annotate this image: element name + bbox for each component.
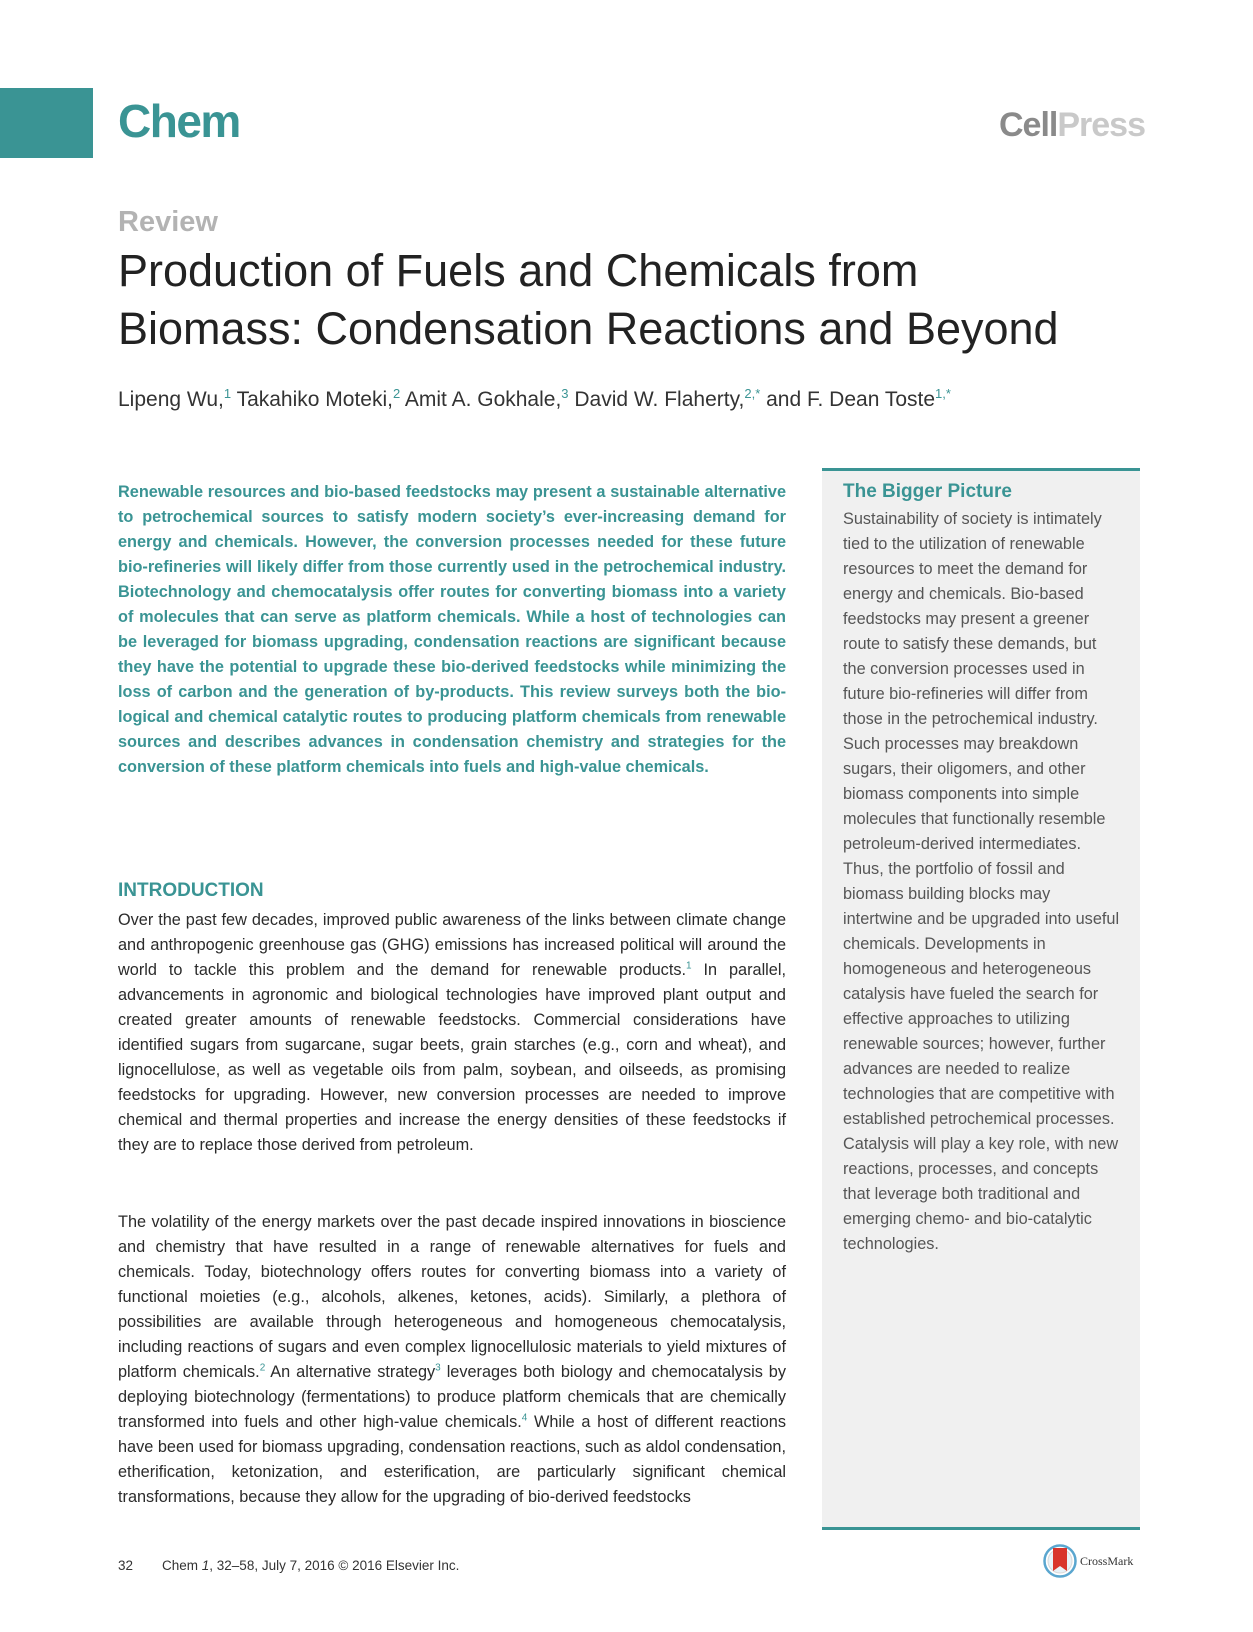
body-paragraph bbox=[118, 1210, 786, 1510]
page-number: 32 bbox=[118, 1558, 134, 1573]
bigger-picture-sidebar bbox=[822, 468, 1140, 1530]
paragraph-text: In parallel, advancements in agronomic and biological technologies have improved plant output and created greater amounts of renewable feedstocks. Commercial considerations have identified sugars from sugarcane, sugar beets, grain starches (e.g., corn and wheat), and lignocellulose, as well as vegetable oils from palm, soybean, and oilseeds, as promising feedstocks for upgrading. However, new conversion processes are needed to improve chemical and thermal properties and increase the energy densities of these feedstocks if they are to replace those derived from petroleum. bbox=[118, 961, 786, 1154]
author-name: Takahiko Moteki, bbox=[236, 388, 393, 411]
article-type: Review bbox=[118, 206, 218, 238]
body-paragraph bbox=[118, 908, 786, 1158]
paragraph-text: An alternative strategy bbox=[265, 1363, 436, 1381]
crossmark-icon bbox=[1043, 1544, 1077, 1578]
publisher-logo bbox=[999, 106, 1145, 145]
author-affiliation[interactable]: 2 bbox=[392, 386, 401, 401]
crossmark-label: CrossMark bbox=[1080, 1553, 1134, 1568]
citation-journal: Chem bbox=[162, 1558, 202, 1573]
author-name: and F. Dean Toste bbox=[766, 388, 936, 411]
reference-link[interactable]: 4 bbox=[521, 1412, 528, 1424]
sidebar-text: Sustainability of society is intimately tied to the utilization of renewable resources to meet the demand for energy and chemicals. Bio-based feedstocks may present a greener route to satisfy these demands, but the conversion processes used in future bio-refineries will differ from those in the petrochemical industry. Such processes may breakdown sugars, their oligomers, and other biomass components into simple molecules that functionally resemble petroleum-derived intermediates. Thus, the portfolio of fossil and biomass building blocks may intertwine and be upgraded into useful chemicals. Developments in homogeneous and heterogeneous catalysis have fueled the search for effective approaches to utilizing renewable sources; however, further advances are needed to realize technologies that are competitive with established petrochemical processes. Catalysis will play a key role, with new reactions, processes, and concepts that leverage both traditional and emerging chemo- and bio-catalytic technologies. bbox=[843, 510, 1120, 1253]
article-title bbox=[118, 242, 1158, 358]
article-title-line1: Production of Fuels and Chemicals from bbox=[118, 245, 919, 296]
reference-link[interactable]: 1 bbox=[686, 960, 692, 972]
author-affiliation[interactable]: 2,* bbox=[744, 386, 761, 401]
citation-volume: 1 bbox=[201, 1558, 210, 1573]
sidebar-heading: The Bigger Picture bbox=[843, 481, 1012, 502]
paragraph-text: The volatility of the energy markets over the past decade inspired innovations in bioscience and chemistry that have resulted in a range of renewable alternatives for fuels and chemicals. Today, biotechnology offers routes for converting biomass into a variety of functional moieties (e.g., alcohols, alkenes, ketones, acids). Similarly, a plethora of possibilities are available through heterogeneous and homogeneous chemocatalysis, including reactions of sugars and even complex lignocellulosic materials to yield mixtures of platform chemicals. bbox=[118, 1213, 786, 1381]
page-footer bbox=[118, 1558, 459, 1573]
author-affiliation[interactable]: 1,* bbox=[935, 386, 951, 401]
author-name: David W. Flaherty, bbox=[574, 388, 745, 411]
publisher-logo-part2: Press bbox=[1057, 106, 1145, 144]
paragraph-text: Over the past few decades, improved public awareness of the links between climate change and anthropogenic greenhouse gas (GHG) emissions has increased political will around the world to tackle this problem and the demand for renewable products. bbox=[118, 911, 786, 979]
author-name: Lipeng Wu, bbox=[118, 388, 224, 411]
paragraph-text: While a host of different reactions have been used for biomass upgrading, condensation reactions, such as aldol condensation, etherification, ketonization, and esterification, are particularly significant chemical transformations, because they allow for the upgrading of bio-derived feedstocks bbox=[118, 1413, 786, 1506]
author-name: Amit A. Gokhale, bbox=[404, 388, 562, 411]
author-affiliation[interactable]: 1 bbox=[223, 386, 232, 401]
publisher-logo-part1: Cell bbox=[999, 106, 1058, 144]
journal-color-block bbox=[0, 88, 93, 158]
article-title-line2: Biomass: Condensation Reactions and Beyond bbox=[118, 303, 1059, 354]
introduction-heading: INTRODUCTION bbox=[118, 880, 264, 901]
author-list bbox=[118, 388, 951, 412]
reference-link[interactable]: 3 bbox=[435, 1362, 441, 1374]
reference-link[interactable]: 2 bbox=[259, 1362, 266, 1374]
citation-details: , 32–58, July 7, 2016 © 2016 Elsevier Inc. bbox=[209, 1558, 460, 1573]
abstract: Renewable resources and bio-based feedstocks may present a sustainable alternative to petrochemical sources to satisfy modern society’s ever-increasing demand for energy and chemicals. However, the conversion processes needed for these future bio-refineries will likely differ from those currently used in the petrochemical industry. Biotechnology and chemocatalysis offer routes for converting biomass into a variety of molecules that can serve as platform chemicals. While a host of technologies can be leveraged for biomass upgrading, condensation reactions are significant because they have the potential to upgrade these bio-derived feedstocks while minimizing the loss of carbon and the generation of by-products. This review surveys both the biological and chemical catalytic routes to producing platform chemicals from renewable sources and describes advances in condensation chemistry and strategies for the conversion of these platform chemicals into fuels and high-value chemicals. bbox=[118, 483, 786, 776]
crossmark-badge[interactable] bbox=[1043, 1544, 1133, 1578]
paragraph-text: leverages both biology and chemocatalysis by deploying biotechnology (fermentations) to produce platform chemicals that are chemically transformed into fuels and other high-value chemicals. bbox=[118, 1363, 786, 1431]
journal-logo: Chem bbox=[118, 95, 240, 147]
author-affiliation[interactable]: 3 bbox=[561, 386, 569, 401]
